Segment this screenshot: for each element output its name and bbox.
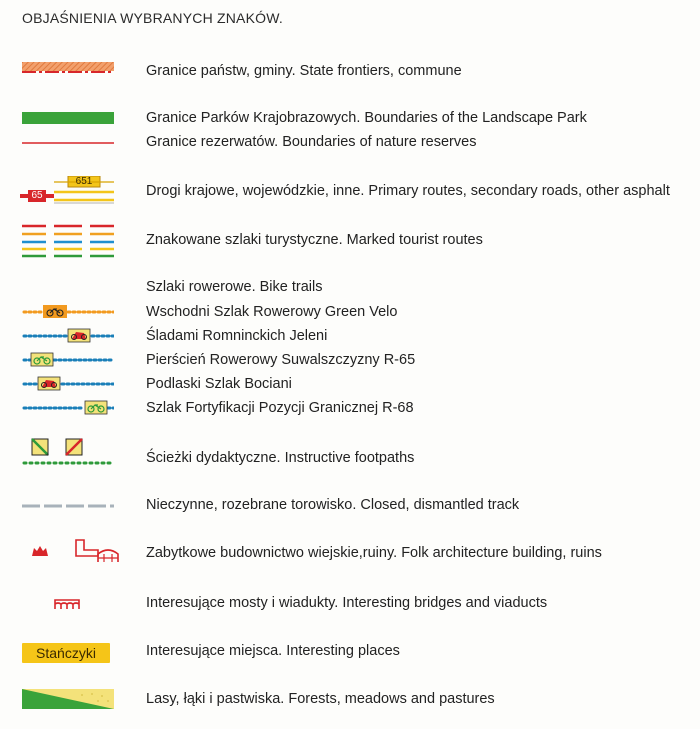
dismantled-track-label: Nieczynne, rozebrane torowisko. Closed, dismantled track (146, 497, 520, 513)
national-road-number: 65 (31, 190, 43, 201)
dismantled-track-symbol (22, 502, 114, 510)
green-velo-symbol (22, 303, 114, 319)
r68-trail-label: Szlak Fortyfikacji Pozycji Granicznej R-68 (146, 400, 414, 416)
folk-architecture-symbol (28, 534, 128, 566)
bociani-trail-symbol (22, 375, 114, 391)
green-velo-label: Wschodni Szlak Rowerowy Green Velo (146, 304, 398, 320)
folk-architecture-label: Zabytkowe budownictwo wiejskie,ruiny. Folk architecture building, ruins (146, 545, 602, 561)
bociani-trail-label: Podlaski Szlak Bociani (146, 376, 292, 392)
footpath-symbol (22, 437, 114, 467)
bike-trails-label: Szlaki rowerowe. Bike trails (146, 279, 323, 295)
bridge-symbol (54, 598, 80, 610)
landscape-park-label: Granice Parków Krajobrazowych. Boundaries of the Landscape Park (146, 110, 587, 126)
tourist-routes-symbol (22, 224, 114, 258)
forest-meadow-label: Lasy, łąki i pastwiska. Forests, meadows and pastures (146, 691, 495, 707)
r65-trail-label: Pierścień Rowerowy Suwalszczyzny R-65 (146, 352, 416, 368)
frontier-label: Granice państw, gminy. State frontiers, commune (146, 63, 462, 79)
voivodeship-road-number: 651 (75, 176, 93, 187)
legend-title: OBJAŚNIENIA WYBRANYCH ZNAKÓW. (22, 10, 283, 26)
rominckich-trail-label: Śladami Romninckich Jeleni (146, 328, 328, 344)
footpath-label: Ścieżki dydaktyczne. Instructive footpaths (146, 450, 415, 466)
interesting-places-label: Interesujące miejsca. Interesting places (146, 643, 400, 659)
r65-trail-symbol (22, 351, 114, 367)
tourist-routes-label: Znakowane szlaki turystyczne. Marked tourist routes (146, 232, 483, 248)
forest-meadow-symbol (22, 689, 114, 709)
rominckich-trail-symbol (22, 327, 114, 343)
frontier-symbol (22, 62, 114, 80)
reserve-symbol (22, 140, 114, 146)
bridges-label: Interesujące mosty i wiadukty. Interesting bridges and viaducts (146, 595, 548, 611)
landscape-park-symbol (22, 112, 114, 124)
place-name-example: Stańczyki (22, 643, 110, 663)
roads-label: Drogi krajowe, wojewódzkie, inne. Primary routes, secondary roads, other asphalt (146, 183, 670, 199)
r68-trail-symbol (22, 399, 114, 415)
reserve-label: Granice rezerwatów. Boundaries of nature reserves (146, 134, 477, 150)
